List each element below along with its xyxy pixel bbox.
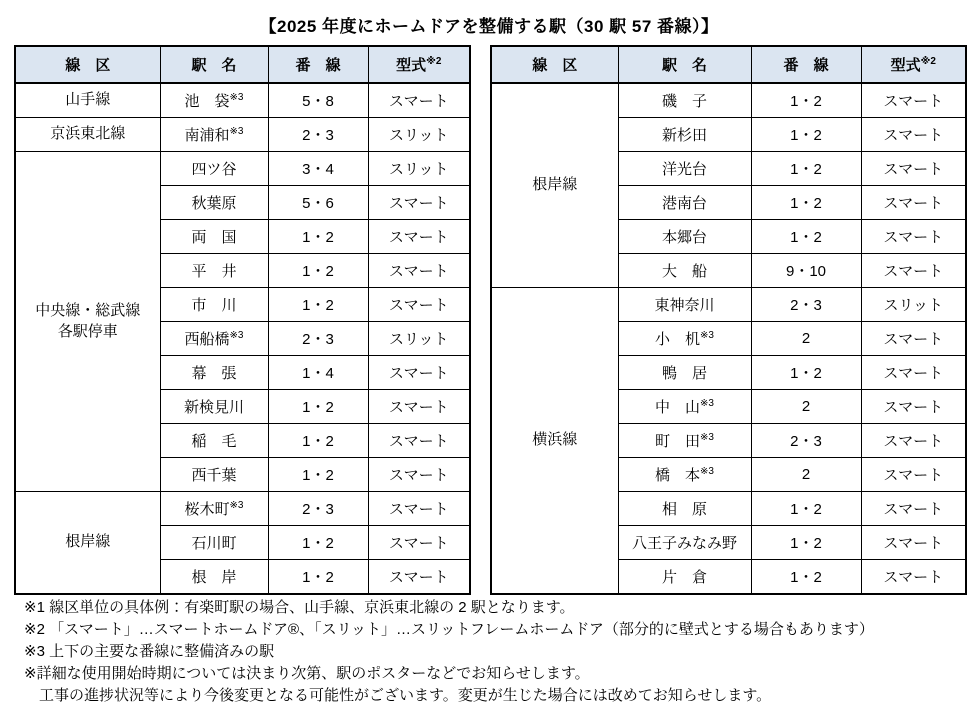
track-numbers-cell: 1・2 xyxy=(751,220,861,254)
footnote-line: ※詳細な使用開始時期については決まり次第、駅のポスターなどでお知らせします。 xyxy=(24,665,590,682)
station-name-cell: 幕 張 xyxy=(160,356,268,390)
track-numbers-cell: 1・2 xyxy=(751,186,861,220)
track-numbers-cell: 1・4 xyxy=(268,356,368,390)
station-note: ※3 xyxy=(700,432,714,443)
column-header-type xyxy=(368,46,470,83)
footnote-line: ※3 上下の主要な番線に整備済みの駅 xyxy=(24,643,275,660)
station-name-cell: 四ツ谷 xyxy=(160,152,268,186)
door-type-cell: スマート xyxy=(861,356,966,390)
station-name-cell: 桜木町$^{※3}$ xyxy=(160,492,268,526)
door-type-cell: スマート xyxy=(368,220,470,254)
door-type-cell: スマート xyxy=(861,458,966,492)
table-header-row xyxy=(491,46,966,83)
door-type-cell: スマート xyxy=(368,458,470,492)
station-name-cell: 稲 毛 xyxy=(160,424,268,458)
track-numbers-cell: 1・2 xyxy=(268,390,368,424)
track-numbers-cell: 2・3 xyxy=(268,322,368,356)
door-type-cell: スマート xyxy=(861,152,966,186)
footnotes xyxy=(24,597,964,707)
door-type-cell: スマート xyxy=(368,492,470,526)
station-name-cell: 東神奈川 xyxy=(618,288,751,322)
door-type-cell: スマート xyxy=(368,424,470,458)
door-type-cell: スリット xyxy=(368,152,470,186)
column-header-line: 線 区 xyxy=(15,46,160,83)
door-type-cell: スマート xyxy=(368,288,470,322)
table-row xyxy=(491,288,966,322)
type-header-note: ※2 xyxy=(920,56,936,67)
footnote-line: 工事の進捗状況等により今後変更となる可能性がございます。変更が生じた場合には改めてお知らせします。 xyxy=(24,687,772,704)
door-type-cell: スマート xyxy=(861,424,966,458)
page-title: 【2025 年度にホームドアを整備する駅（30 駅 57 番線）】 xyxy=(259,17,719,36)
track-numbers-cell: 2 xyxy=(751,322,861,356)
track-numbers-cell: 1・2 xyxy=(268,458,368,492)
line-name-cell: 横浜線 xyxy=(491,288,618,595)
door-type-cell: スマート xyxy=(861,322,966,356)
station-name-cell: 新検見川 xyxy=(160,390,268,424)
door-type-cell: スマート xyxy=(368,83,470,118)
footnote-line: ※1 線区単位の具体例：有楽町駅の場合、山手線、京浜東北線の 2 駅となります。 xyxy=(24,599,575,616)
station-name-cell: 平 井 xyxy=(160,254,268,288)
track-numbers-cell: 5・6 xyxy=(268,186,368,220)
table-row xyxy=(15,118,470,152)
station-name-cell: 石川町 xyxy=(160,526,268,560)
station-name-cell: 鴨 居 xyxy=(618,356,751,390)
door-type-cell: スマート xyxy=(861,390,966,424)
track-numbers-cell: 1・2 xyxy=(268,254,368,288)
column-header-line: 線 区 xyxy=(491,46,618,83)
table-row xyxy=(491,83,966,118)
door-type-cell: スマート xyxy=(368,526,470,560)
track-numbers-cell: 2 xyxy=(751,390,861,424)
station-name-cell: 中 山$^{※3}$ xyxy=(618,390,751,424)
station-name-cell: 南浦和$^{※3}$ xyxy=(160,118,268,152)
track-numbers-cell: 1・2 xyxy=(751,356,861,390)
station-note: ※3 xyxy=(229,330,244,341)
station-name-cell: 磯 子 xyxy=(618,83,751,118)
track-numbers-cell: 2・3 xyxy=(268,118,368,152)
track-numbers-cell: 1・2 xyxy=(268,560,368,595)
door-type-cell: スリット xyxy=(861,288,966,322)
track-numbers-cell: 2・3 xyxy=(751,424,861,458)
column-header-type-label: 型式 xyxy=(396,57,427,74)
track-numbers-cell: 1・2 xyxy=(751,492,861,526)
station-note: ※3 xyxy=(229,92,244,103)
station-name-cell: 大 船 xyxy=(618,254,751,288)
footnote-line: ※2 「スマート」…スマートホームドア®、「スリット」…スリットフレームホームドア（部分的に壁式とする場合もあります） xyxy=(24,621,874,638)
track-numbers-cell: 5・8 xyxy=(268,83,368,118)
station-name-cell: 秋葉原 xyxy=(160,186,268,220)
door-type-cell: スマート xyxy=(368,186,470,220)
station-note: ※3 xyxy=(700,466,714,477)
door-type-cell: スリット xyxy=(368,118,470,152)
door-type-cell: スマート xyxy=(368,254,470,288)
line-name-cell: 根岸線 xyxy=(15,492,160,595)
table-row xyxy=(15,83,470,118)
door-type-cell: スマート xyxy=(861,220,966,254)
column-header-type xyxy=(861,46,966,83)
station-name-cell: 片 倉 xyxy=(618,560,751,595)
door-type-cell: スマート xyxy=(368,390,470,424)
column-header-type-label: 型式 xyxy=(890,57,921,74)
track-numbers-cell: 3・4 xyxy=(268,152,368,186)
station-name-cell: 相 原 xyxy=(618,492,751,526)
door-type-cell: スマート xyxy=(861,560,966,595)
track-numbers-cell: 2 xyxy=(751,458,861,492)
track-numbers-cell: 1・2 xyxy=(751,83,861,118)
door-type-cell: スリット xyxy=(368,322,470,356)
track-numbers-cell: 1・2 xyxy=(268,220,368,254)
station-name-cell: 八王子みなみ野 xyxy=(618,526,751,560)
door-type-cell: スマート xyxy=(861,83,966,118)
track-numbers-cell: 2・3 xyxy=(268,492,368,526)
track-numbers-cell: 1・2 xyxy=(268,288,368,322)
track-numbers-cell: 1・2 xyxy=(268,424,368,458)
track-numbers-cell: 2・3 xyxy=(751,288,861,322)
door-type-cell: スマート xyxy=(861,118,966,152)
door-type-cell: スマート xyxy=(861,254,966,288)
station-note: ※3 xyxy=(229,126,244,137)
column-header-tracks: 番 線 xyxy=(268,46,368,83)
door-type-cell: スマート xyxy=(861,492,966,526)
station-name-cell: 池 袋$^{※3}$ xyxy=(160,83,268,118)
station-note: ※3 xyxy=(229,500,244,511)
line-name-cell: 根岸線 xyxy=(491,83,618,288)
table-row xyxy=(15,492,470,526)
station-note: ※3 xyxy=(700,330,714,341)
door-type-cell: スマート xyxy=(861,186,966,220)
station-name-cell: 本郷台 xyxy=(618,220,751,254)
type-header-note: ※2 xyxy=(426,56,442,67)
door-type-cell: スマート xyxy=(368,356,470,390)
track-numbers-cell: 1・2 xyxy=(268,526,368,560)
track-numbers-cell: 1・2 xyxy=(751,152,861,186)
column-header-station: 駅 名 xyxy=(160,46,268,83)
station-note: ※3 xyxy=(700,398,714,409)
door-type-cell: スマート xyxy=(861,526,966,560)
station-name-cell: 西船橋$^{※3}$ xyxy=(160,322,268,356)
line-name-cell: 山手線 xyxy=(15,83,160,118)
column-header-station: 駅 名 xyxy=(618,46,751,83)
door-type-cell: スマート xyxy=(368,560,470,595)
line-name-cell: 京浜東北線 xyxy=(15,118,160,152)
station-name-cell: 洋光台 xyxy=(618,152,751,186)
track-numbers-cell: 1・2 xyxy=(751,560,861,595)
station-table-left xyxy=(14,45,471,595)
station-name-cell: 新杉田 xyxy=(618,118,751,152)
track-numbers-cell: 1・2 xyxy=(751,526,861,560)
station-name-cell: 町 田$^{※3}$ xyxy=(618,424,751,458)
station-name-cell: 西千葉 xyxy=(160,458,268,492)
table-header-row xyxy=(15,46,470,83)
station-table-right xyxy=(490,45,967,595)
track-numbers-cell: 9・10 xyxy=(751,254,861,288)
line-name-cell: 中央線・総武線 各駅停車 xyxy=(15,152,160,492)
track-numbers-cell: 1・2 xyxy=(751,118,861,152)
station-name-cell: 橋 本$^{※3}$ xyxy=(618,458,751,492)
column-header-tracks: 番 線 xyxy=(751,46,861,83)
station-name-cell: 根 岸 xyxy=(160,560,268,595)
table-row xyxy=(15,152,470,186)
station-name-cell: 市 川 xyxy=(160,288,268,322)
station-name-cell: 両 国 xyxy=(160,220,268,254)
station-name-cell: 小 机$^{※3}$ xyxy=(618,322,751,356)
station-name-cell: 港南台 xyxy=(618,186,751,220)
